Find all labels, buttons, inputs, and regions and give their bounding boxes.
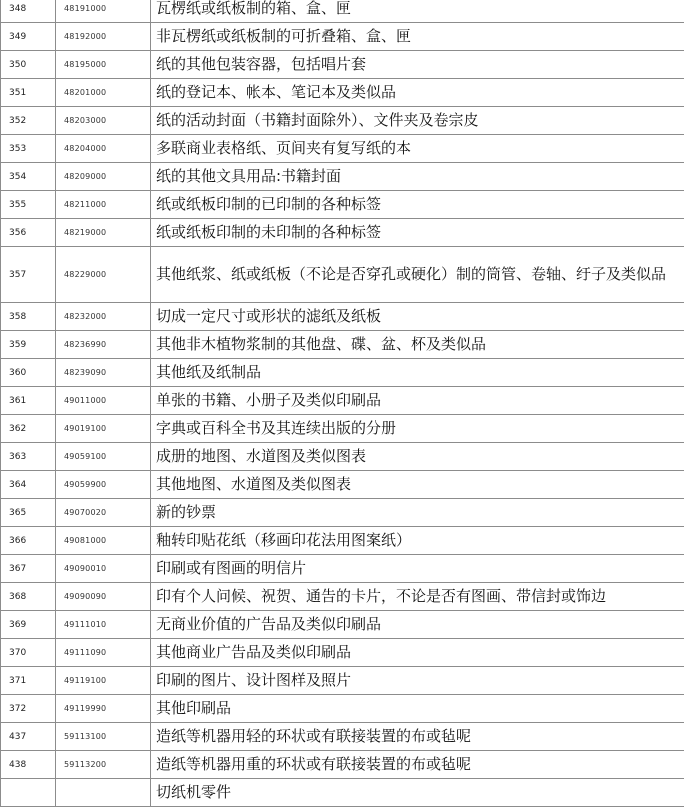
item-description: 纸的活动封面（书籍封面除外）、文件夹及卷宗皮 <box>151 107 684 135</box>
hs-code: 49119100 <box>56 667 151 695</box>
item-description: 成册的地图、水道图及类似图表 <box>151 443 684 471</box>
table-row <box>1 555 684 583</box>
item-description: 非瓦楞纸或纸板制的可折叠箱、盒、匣 <box>151 23 684 51</box>
row-index: 362 <box>1 415 56 443</box>
row-index <box>1 779 56 807</box>
hs-code: 48219000 <box>56 219 151 247</box>
item-description: 纸或纸板印制的已印制的各种标签 <box>151 191 684 219</box>
hs-code: 48192000 <box>56 23 151 51</box>
table-row <box>1 471 684 499</box>
hs-code: 59113200 <box>56 751 151 779</box>
row-index: 354 <box>1 163 56 191</box>
item-description: 其他商业广告品及类似印刷品 <box>151 639 684 667</box>
hs-code: 49111090 <box>56 639 151 667</box>
row-index: 358 <box>1 303 56 331</box>
row-index: 366 <box>1 527 56 555</box>
row-index: 364 <box>1 471 56 499</box>
hs-code: 49119990 <box>56 695 151 723</box>
table-row <box>1 303 684 331</box>
table-row <box>1 51 684 79</box>
row-index: 359 <box>1 331 56 359</box>
table-row <box>1 387 684 415</box>
hs-code: 48204000 <box>56 135 151 163</box>
row-index: 368 <box>1 583 56 611</box>
table-row <box>1 0 684 23</box>
item-description: 新的钞票 <box>151 499 684 527</box>
hs-code: 48211000 <box>56 191 151 219</box>
hs-code: 48195000 <box>56 51 151 79</box>
goods-table-body <box>1 0 684 807</box>
table-row <box>1 611 684 639</box>
item-description: 造纸等机器用轻的环状或有联接装置的布或毡呢 <box>151 723 684 751</box>
hs-code <box>56 779 151 807</box>
hs-code: 48201000 <box>56 79 151 107</box>
item-description: 纸或纸板印制的未印制的各种标签 <box>151 219 684 247</box>
item-description: 其他地图、水道图及类似图表 <box>151 471 684 499</box>
item-description: 釉转印贴花纸（移画印花法用图案纸） <box>151 527 684 555</box>
hs-code: 48236990 <box>56 331 151 359</box>
table-row <box>1 779 684 807</box>
table-row <box>1 219 684 247</box>
row-index: 353 <box>1 135 56 163</box>
row-index: 360 <box>1 359 56 387</box>
row-index: 367 <box>1 555 56 583</box>
table-row <box>1 695 684 723</box>
item-description: 纸的登记本、帐本、笔记本及类似品 <box>151 79 684 107</box>
hs-code: 48191000 <box>56 0 151 23</box>
hs-code: 48209000 <box>56 163 151 191</box>
table-row <box>1 583 684 611</box>
row-index: 349 <box>1 23 56 51</box>
row-index: 438 <box>1 751 56 779</box>
item-description: 其他纸及纸制品 <box>151 359 684 387</box>
table-row <box>1 751 684 779</box>
item-description: 无商业价值的广告品及类似印刷品 <box>151 611 684 639</box>
row-index: 437 <box>1 723 56 751</box>
item-description: 切纸机零件 <box>151 779 684 807</box>
hs-code: 49111010 <box>56 611 151 639</box>
table-row <box>1 723 684 751</box>
row-index: 361 <box>1 387 56 415</box>
row-index: 357 <box>1 247 56 303</box>
item-description: 单张的书籍、小册子及类似印刷品 <box>151 387 684 415</box>
hs-code: 49059900 <box>56 471 151 499</box>
item-description: 切成一定尺寸或形状的滤纸及纸板 <box>151 303 684 331</box>
table-row <box>1 527 684 555</box>
row-index: 371 <box>1 667 56 695</box>
table-row <box>1 443 684 471</box>
table-row <box>1 79 684 107</box>
table-row <box>1 415 684 443</box>
hs-code: 49081000 <box>56 527 151 555</box>
hs-code: 48239090 <box>56 359 151 387</box>
table-row <box>1 135 684 163</box>
row-index: 348 <box>1 0 56 23</box>
hs-code: 49019100 <box>56 415 151 443</box>
row-index: 365 <box>1 499 56 527</box>
table-row <box>1 107 684 135</box>
item-description: 纸的其他包装容器，包括唱片套 <box>151 51 684 79</box>
row-index: 369 <box>1 611 56 639</box>
item-description: 其他印刷品 <box>151 695 684 723</box>
hs-code: 48203000 <box>56 107 151 135</box>
hs-code: 48229000 <box>56 247 151 303</box>
row-index: 356 <box>1 219 56 247</box>
item-description: 纸的其他文具用品:书籍封面 <box>151 163 684 191</box>
hs-code: 49070020 <box>56 499 151 527</box>
hs-code: 49059100 <box>56 443 151 471</box>
item-description: 造纸等机器用重的环状或有联接装置的布或毡呢 <box>151 751 684 779</box>
item-description: 字典或百科全书及其连续出版的分册 <box>151 415 684 443</box>
hs-code: 48232000 <box>56 303 151 331</box>
table-row <box>1 639 684 667</box>
item-description: 印刷或有图画的明信片 <box>151 555 684 583</box>
item-description: 多联商业表格纸、页间夹有复写纸的本 <box>151 135 684 163</box>
hs-code: 59113100 <box>56 723 151 751</box>
hs-code: 49090090 <box>56 583 151 611</box>
table-row <box>1 359 684 387</box>
hs-code: 49090010 <box>56 555 151 583</box>
hs-code: 49011000 <box>56 387 151 415</box>
row-index: 370 <box>1 639 56 667</box>
table-row <box>1 163 684 191</box>
row-index: 363 <box>1 443 56 471</box>
row-index: 352 <box>1 107 56 135</box>
table-row <box>1 191 684 219</box>
table-row <box>1 247 684 303</box>
table-row <box>1 667 684 695</box>
table-row <box>1 499 684 527</box>
row-index: 372 <box>1 695 56 723</box>
row-index: 355 <box>1 191 56 219</box>
item-description: 印有个人问候、祝贺、通告的卡片，不论是否有图画、带信封或饰边 <box>151 583 684 611</box>
row-index: 350 <box>1 51 56 79</box>
item-description: 瓦楞纸或纸板制的箱、盒、匣 <box>151 0 684 23</box>
item-description: 其他纸浆、纸或纸板（不论是否穿孔或硬化）制的筒管、卷轴、纡子及类似品 <box>151 247 684 303</box>
table-row <box>1 331 684 359</box>
item-description: 印刷的图片、设计图样及照片 <box>151 667 684 695</box>
table-row <box>1 23 684 51</box>
row-index: 351 <box>1 79 56 107</box>
item-description: 其他非木植物浆制的其他盘、碟、盆、杯及类似品 <box>151 331 684 359</box>
